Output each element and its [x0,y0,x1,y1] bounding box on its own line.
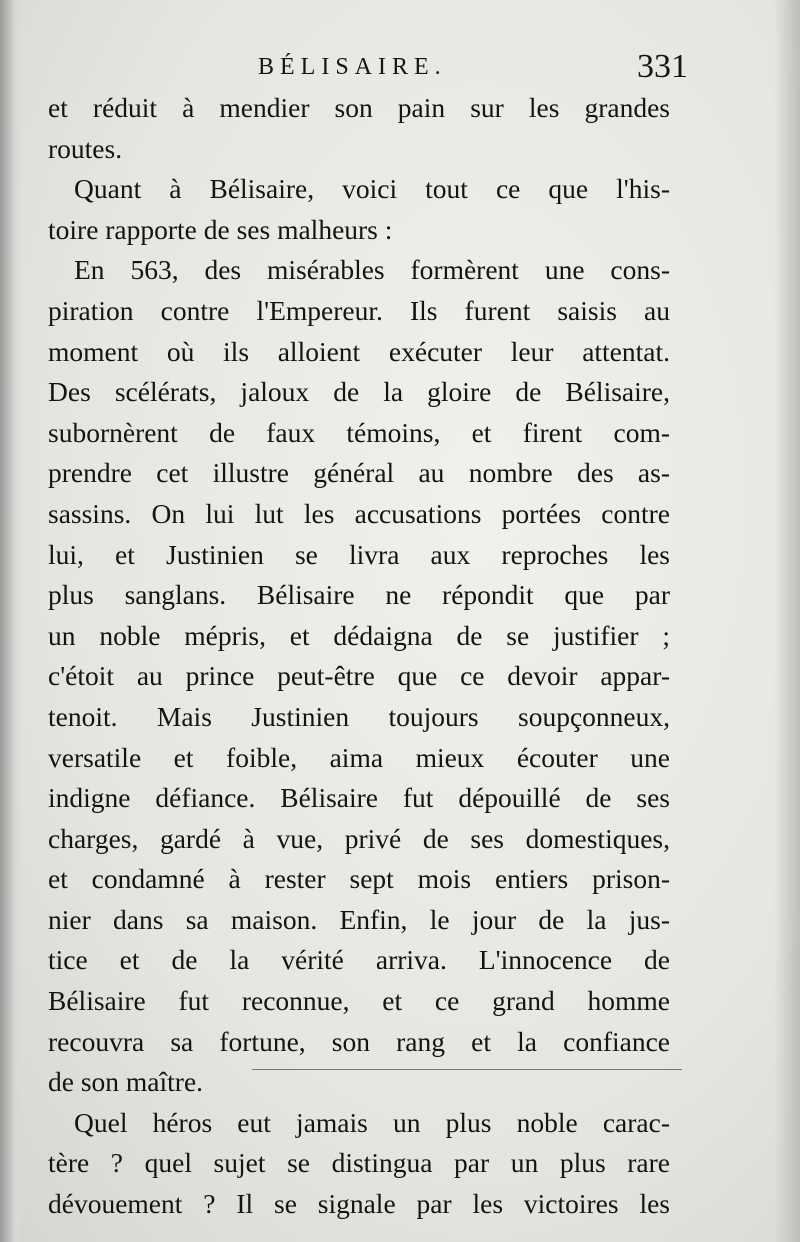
text-line: sassins. On lui lut les accusations portées contre [48,497,670,529]
body-text [48,88,670,1225]
text-line: tère ? quel sujet se distingua par un plus rare [48,1147,670,1179]
text-line: prendre cet illustre général au nombre des as- [48,457,670,489]
text-line: c'étoit au prince peut-être que ce devoir appar- [48,660,670,692]
page-right-edge-shadow [774,0,800,1242]
text-line: et condamné à rester sept mois entiers prison- [48,863,670,895]
text-line: Bélisaire fut reconnue, et ce grand homme [48,985,670,1017]
text-line: indigne défiance. Bélisaire fut dépouillé de ses [48,782,670,814]
text-line: toire rapporte de ses malheurs : [48,213,393,245]
text-line: routes. [48,132,123,164]
page-left-edge-shadow [0,0,22,1242]
text-line: et réduit à mendier son pain sur les grandes [48,92,670,123]
text-line: plus sanglans. Bélisaire ne répondit que par [48,579,670,611]
text-line: lui, et Justinien se livra aux reproches les [48,538,670,570]
text-line: charges, gardé à vue, privé de ses domestiques, [48,822,670,854]
text-line: Quant à Bélisaire, voici tout ce que l'his- [74,173,670,205]
text-line: piration contre l'Empereur. Ils furent saisis au [48,294,670,326]
text-line: tenoit. Mais Justinien toujours soupçonneux, [48,700,670,732]
text-line: un noble mépris, et dédaigna de se justifier ; [48,619,670,651]
text-line: En 563, des misérables formèrent une cons- [74,254,670,286]
text-line: nier dans sa maison. Enfin, le jour de la jus- [48,903,670,935]
text-line: versatile et foible, aima mieux écouter une [48,741,670,773]
text-line: moment où ils alloient exécuter leur attentat. [48,335,670,367]
text-line: tice et de la vérité arriva. L'innocence de [48,944,670,976]
text-line: Des scélérats, jaloux de la gloire de Bélisaire, [48,376,670,408]
text-line: subornèrent de faux témoins, et firent com- [48,416,670,448]
text-line: Quel héros eut jamais un plus noble carac- [74,1106,670,1138]
text-line: dévouement ? Il se signale par les victoires les [48,1188,670,1220]
text-line: recouvra sa fortune, son rang et la confiance [48,1025,670,1057]
text-line: de son maître. [48,1066,204,1098]
running-head [48,48,688,88]
page-number: 331 [637,48,688,85]
paragraph-end-rule [252,1069,682,1070]
running-title: BÉLISAIRE. [258,54,447,80]
